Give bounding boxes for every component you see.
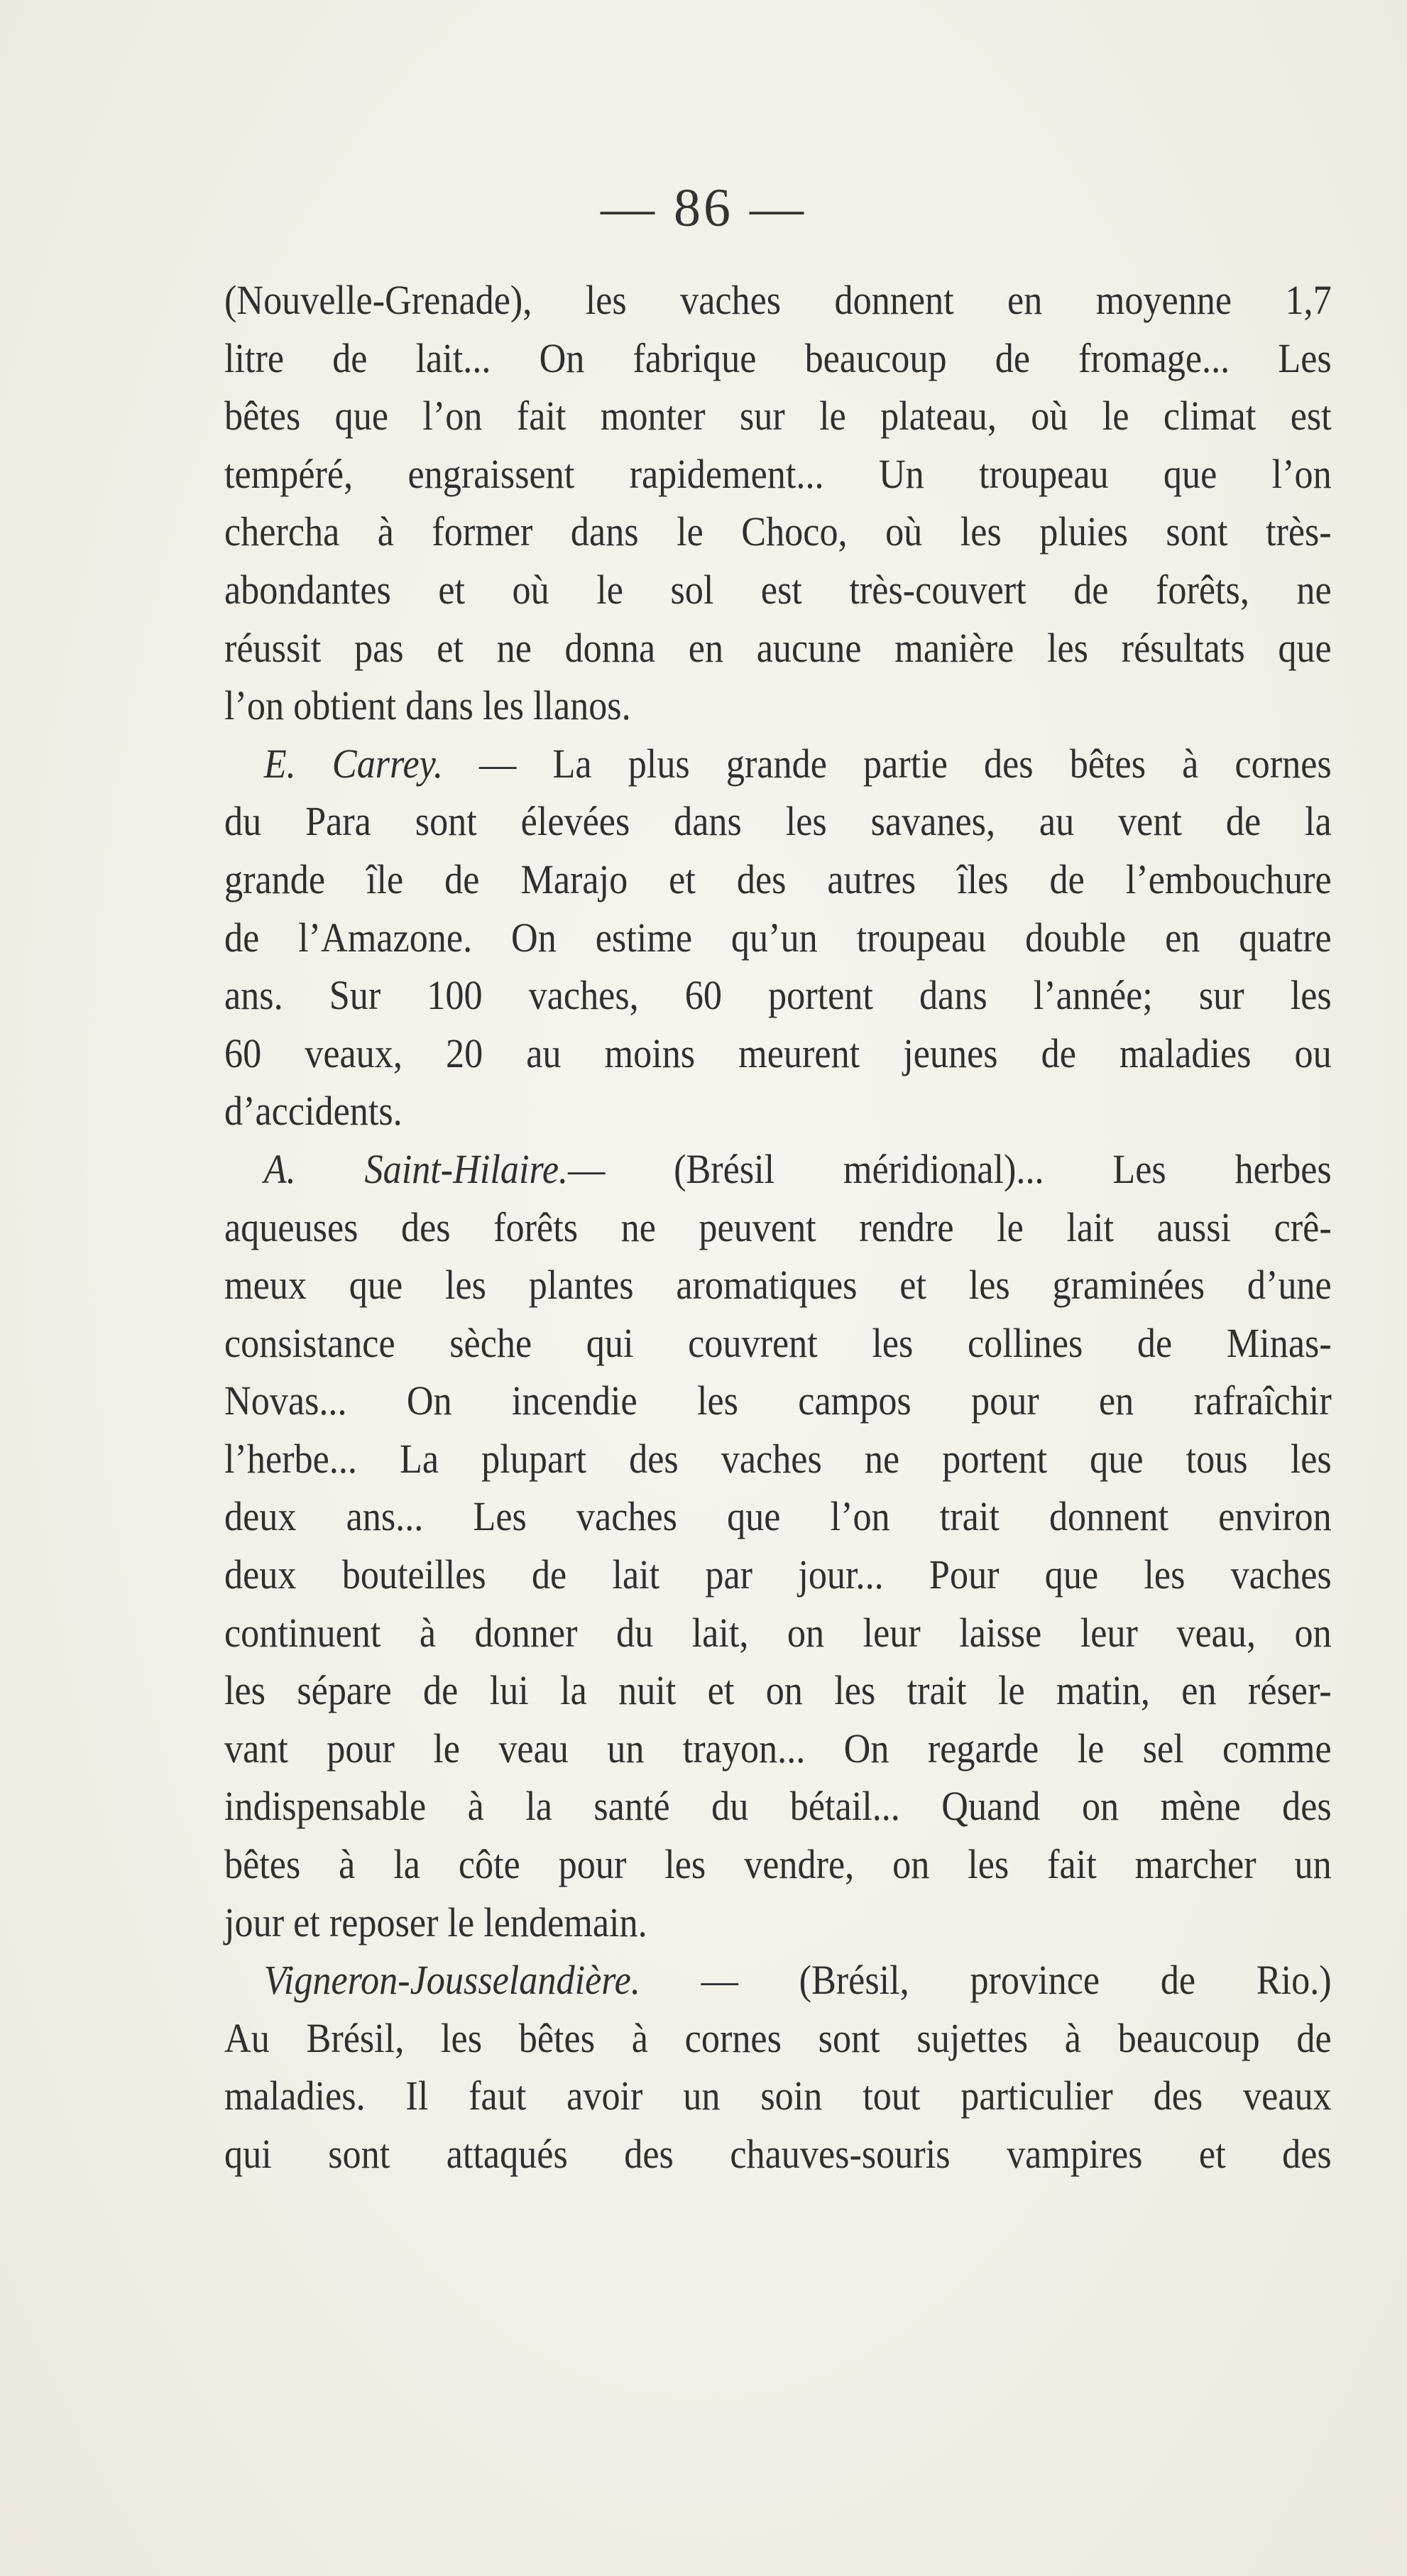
line-text: (Nouvelle-Grenade), les vaches donnent en moyenne 1,7 (224, 277, 1332, 323)
text-line (224, 561, 1332, 619)
text-line (224, 909, 1332, 967)
page-number: — 86 — (601, 178, 806, 238)
text-line (224, 1720, 1332, 1778)
text-line (224, 387, 1332, 445)
text-line (224, 1951, 1332, 2009)
line-text: 60 veaux, 20 au moins meurent jeunes de maladies ou (224, 1030, 1332, 1076)
line-text: litre de lait... On fabrique beaucoup de fromage... Les (224, 334, 1332, 381)
text-line (224, 503, 1332, 561)
line-text: continuent à donner du lait, on leur laisse leur veau, on (224, 1609, 1332, 1656)
author-name: Vigneron-Jousselandière. (263, 1957, 640, 2004)
line-text: — (Brésil méridional)... Les herbes (568, 1145, 1332, 1192)
line-text: chercha à former dans le Choco, où les pluies sont très- (224, 508, 1332, 555)
line-text: abondantes et où le sol est très-couvert de forêts, ne (224, 566, 1332, 613)
text-line (224, 1835, 1332, 1894)
text-line (224, 1777, 1332, 1835)
text-line (224, 2009, 1332, 2068)
line-text: l’herbe... La plupart des vaches ne portent que tous les (224, 1435, 1332, 1482)
line-text: aqueuses des forêts ne peuvent rendre le lait aussi crê- (224, 1204, 1332, 1250)
line-text: l’on obtient dans les llanos. (224, 682, 631, 729)
line-text: qui sont attaqués des chauves-souris vampires et des (224, 2131, 1332, 2177)
text-line (224, 1546, 1332, 1604)
text-line (224, 677, 1332, 735)
line-text: deux bouteilles de lait par jour... Pour que les vaches (224, 1551, 1332, 1598)
line-text: meux que les plantes aromatiques et les graminées d’une (224, 1262, 1332, 1309)
line-text: réussit pas et ne donna en aucune manière les résultats que (224, 624, 1332, 671)
body-text (224, 271, 1332, 2183)
text-line (224, 851, 1332, 909)
line-text: consistance sèche qui couvrent les collines de Minas- (224, 1319, 1332, 1366)
line-text: jour et reposer le lendemain. (224, 1899, 647, 1945)
text-line (224, 445, 1332, 503)
line-text: d’accidents. (224, 1088, 403, 1135)
line-text: du Para sont élevées dans les savanes, au vent de la (224, 798, 1332, 845)
text-line (224, 2067, 1332, 2125)
text-line (224, 1082, 1332, 1140)
text-line (224, 966, 1332, 1025)
text-line (224, 1140, 1332, 1199)
text-line (224, 2125, 1332, 2183)
line-text: Novas... On incendie les campos pour en rafraîchir (224, 1377, 1332, 1424)
text-line (224, 1661, 1332, 1720)
text-line (224, 1372, 1332, 1430)
line-text: ans. Sur 100 vaches, 60 portent dans l’année; sur les (224, 972, 1332, 1019)
line-text: de l’Amazone. On estime qu’un troupeau double en quatre (224, 914, 1332, 961)
author-name: A. Saint-Hilaire. (263, 1145, 569, 1192)
text-line (224, 1430, 1332, 1488)
line-text: vant pour le veau un trayon... On regarde le sel comme (224, 1725, 1332, 1772)
author-name: E. Carrey. (263, 740, 444, 787)
text-line (224, 1199, 1332, 1257)
line-text: indispensable à la santé du bétail... Quand on mène des (224, 1783, 1332, 1830)
text-line (224, 1256, 1332, 1314)
text-line (224, 1894, 1332, 1952)
text-line (224, 1604, 1332, 1662)
line-text: maladies. Il faut avoir un soin tout particulier des veaux (224, 2073, 1332, 2119)
text-line (224, 329, 1332, 388)
line-text: les sépare de lui la nuit et on les trait le matin, en réser- (224, 1667, 1332, 1714)
line-text: grande île de Marajo et des autres îles de l’embouchure (224, 856, 1332, 902)
text-line (224, 271, 1332, 329)
text-line (224, 1488, 1332, 1546)
text-line (224, 735, 1332, 793)
text-line (224, 1025, 1332, 1083)
text-line (224, 1314, 1332, 1372)
line-text: bêtes que l’on fait monter sur le plateau, où le climat est (224, 393, 1332, 440)
line-text: — La plus grande partie des bêtes à cornes (443, 740, 1332, 787)
text-line (224, 619, 1332, 677)
line-text: bêtes à la côte pour les vendre, on les fait marcher un (224, 1841, 1332, 1888)
line-text: deux ans... Les vaches que l’on trait donnent environ (224, 1493, 1332, 1540)
line-text: tempéré, engraissent rapidement... Un troupeau que l’on (224, 450, 1332, 497)
line-text: Au Brésil, les bêtes à cornes sont sujettes à beaucoup de (224, 2014, 1332, 2061)
line-text: — (Brésil, province de Rio.) (640, 1957, 1332, 2004)
text-line (224, 792, 1332, 851)
